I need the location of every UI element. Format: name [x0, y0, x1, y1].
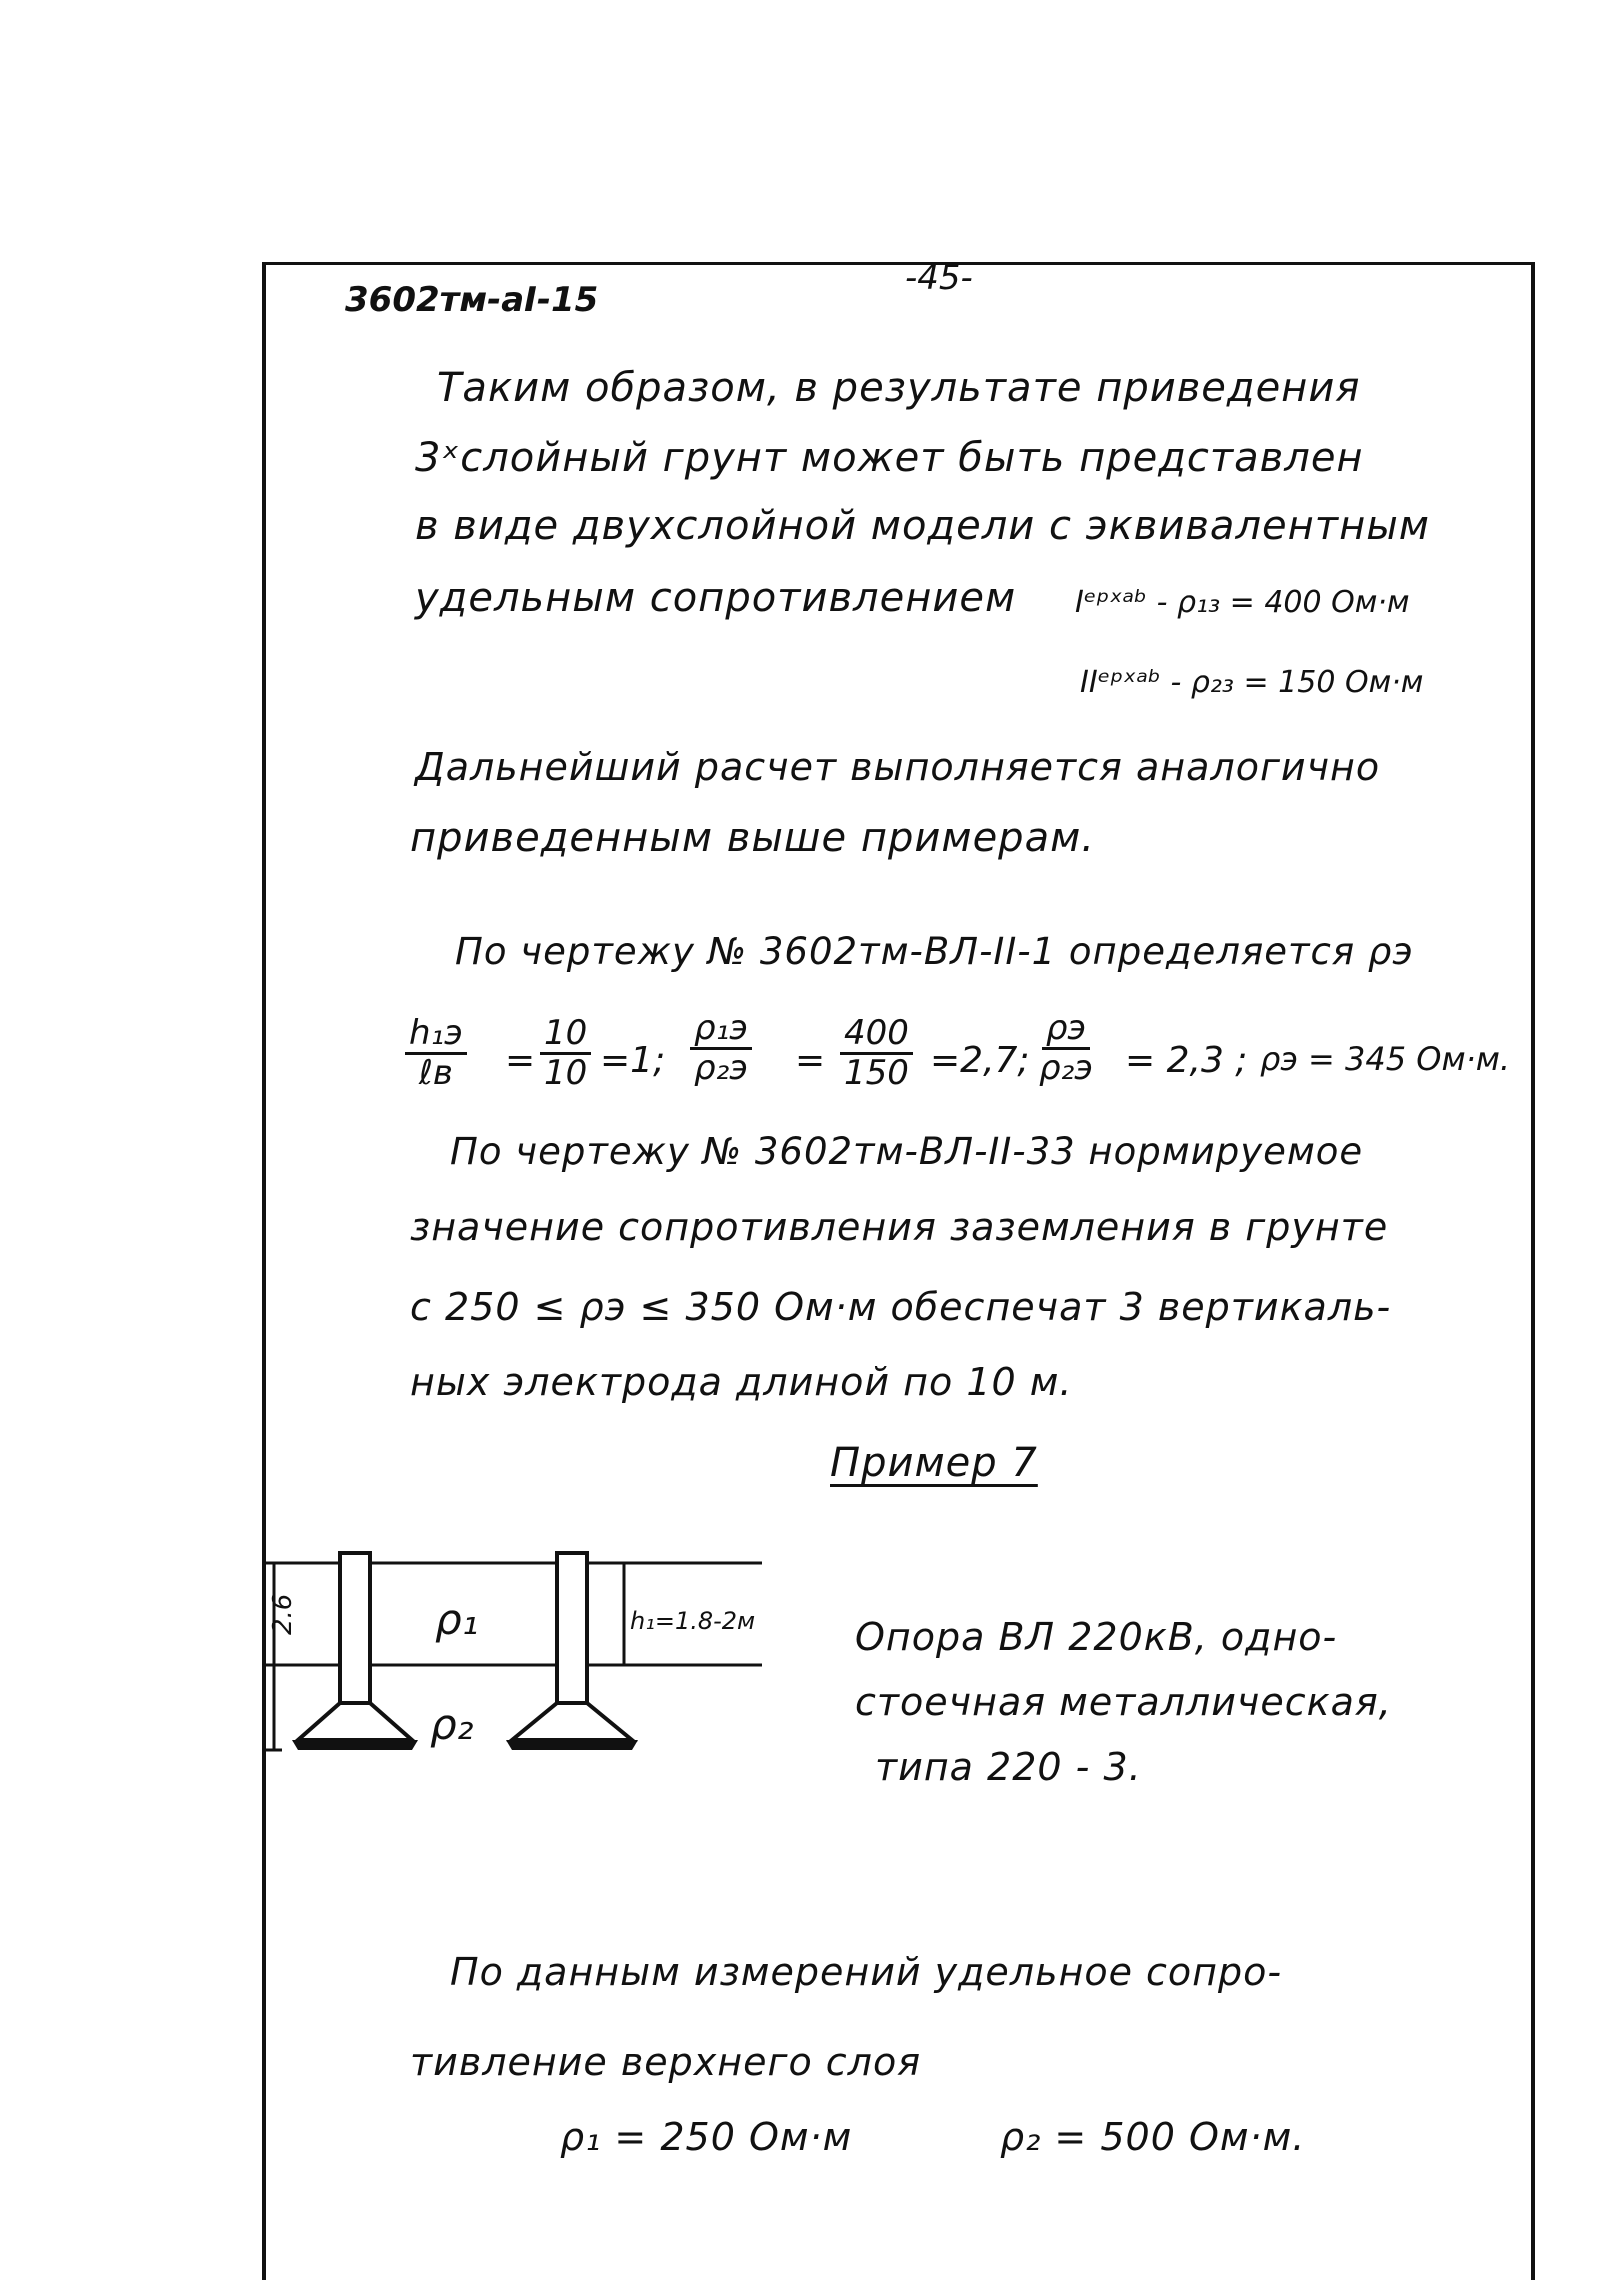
final-rho2: ρ₂ = 500 Ом·м.: [1000, 2115, 1306, 2159]
para2-line1: Дальнейший расчет выполняется аналогично: [415, 745, 1381, 789]
support-desc-line1: Опора ВЛ 220кВ, одно-: [855, 1615, 1338, 1659]
para1-line1: Таким образом, в результате приведения: [437, 365, 1361, 411]
fraction-h-over-l: [405, 1015, 467, 1093]
para4-line3: с 250 ≤ ρэ ≤ 350 Ом·м обеспечат 3 вертикаль-: [410, 1285, 1392, 1329]
para4-line1: По чертежу № 3602тм-ВЛ-II-33 нормируемое: [450, 1130, 1364, 1173]
right-pillar: [557, 1553, 587, 1703]
document-code: 3602тм-аI-15: [345, 280, 599, 320]
result-1: =1;: [600, 1040, 666, 1081]
support-desc-line2: стоечная металлическая,: [855, 1680, 1392, 1724]
depth-label: 2.6: [268, 1593, 298, 1635]
fraction-10-over-10: [540, 1015, 591, 1093]
fraction-denominator: ℓв: [418, 1053, 453, 1094]
fraction-denominator: ρ₂э: [694, 1048, 748, 1089]
example-title: Пример 7: [830, 1440, 1038, 1486]
fraction-rho13-over-rho23: [690, 1010, 752, 1088]
left-pillar: [340, 1553, 370, 1703]
equals-sign: =: [505, 1040, 536, 1081]
left-footing-base: [292, 1740, 418, 1750]
right-footing: [512, 1703, 632, 1740]
fraction-numerator: 10: [540, 1015, 591, 1055]
para4-line4: ных электрода длиной по 10 м.: [410, 1360, 1073, 1404]
result-2: =2,7;: [930, 1040, 1030, 1081]
fraction-numerator: ρ₁э: [690, 1010, 752, 1050]
para1-line4: удельным сопротивлением: [415, 575, 1017, 621]
final-rho1: ρ₁ = 250 Ом·м: [560, 2115, 853, 2159]
para1-line3: в виде двухслойной модели с эквивалентным: [415, 503, 1430, 549]
tower-foundation-diagram: [262, 1545, 782, 1775]
para5-line1: По данным измерений удельное сопро-: [450, 1950, 1283, 1994]
equivalent-resistance-1: Iᵉᵖˣᵃᵇ - ρ₁₃ = 400 Ом·м: [1075, 585, 1410, 620]
result-3: = 2,3 ;: [1125, 1040, 1248, 1081]
result-rhoe: ρэ = 345 Ом·м.: [1260, 1040, 1511, 1078]
right-footing-base: [506, 1740, 638, 1750]
rho1-label: ρ₁: [435, 1595, 479, 1644]
para1-line2: 3ˣслойный грунт может быть представлен: [415, 435, 1364, 481]
fraction-denominator: 150: [844, 1053, 909, 1094]
fraction-denominator: ρ₂э: [1039, 1048, 1093, 1089]
para3: По чертежу № 3602тм-ВЛ-II-1 определяется ρэ: [455, 930, 1414, 973]
fraction-denominator: 10: [544, 1053, 588, 1094]
para2-line2: приведенным выше примерам.: [410, 815, 1095, 861]
equivalent-resistance-2: IIᵉᵖˣᵃᵇ - ρ₂₃ = 150 Ом·м: [1080, 665, 1424, 700]
fraction-numerator: h₁э: [405, 1015, 467, 1055]
para4-line2: значение сопротивления заземления в грунте: [410, 1205, 1389, 1249]
fraction-numerator: ρэ: [1042, 1010, 1090, 1050]
left-footing: [298, 1703, 412, 1740]
equals-sign: =: [795, 1040, 826, 1081]
rho2-label: ρ₂: [430, 1700, 474, 1749]
fraction-400-over-150: [840, 1015, 913, 1093]
h1-label: h₁=1.8-2м: [630, 1607, 756, 1635]
support-desc-line3: типа 220 - 3.: [875, 1745, 1142, 1789]
fraction-numerator: 400: [840, 1015, 913, 1055]
fraction-rhoe-over-rho2e: [1035, 1010, 1097, 1088]
page-number: -45-: [905, 258, 973, 298]
para5-line2: тивление верхнего слоя: [410, 2040, 922, 2084]
